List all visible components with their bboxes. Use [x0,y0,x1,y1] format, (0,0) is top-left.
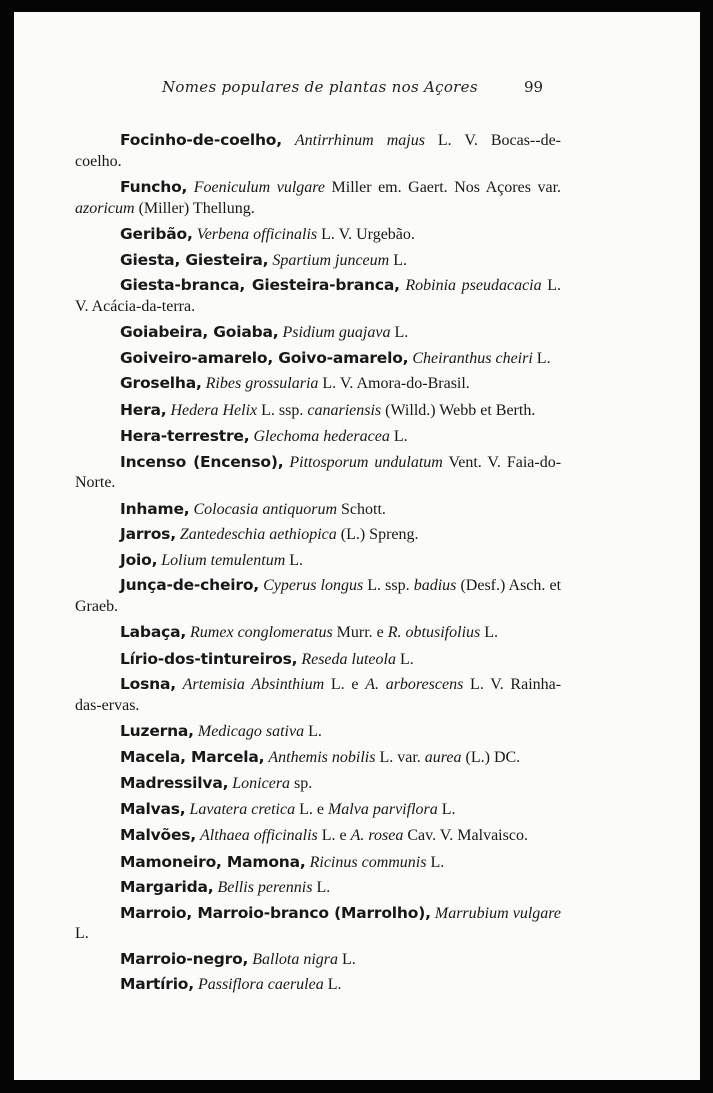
authority-text: L. [393,251,407,269]
species-name-secondary: badius [413,577,457,594]
list-item [75,974,561,996]
common-name: Hera-terrestre, [120,427,250,445]
list-item [75,499,561,521]
plant-name-list [75,130,561,1000]
authority-text: Murr. e [336,624,384,641]
common-name: Groselha, [120,374,202,392]
authority-text-secondary: (Miller) Thellung. [138,199,255,217]
list-item [75,250,561,272]
authority-text: L. e [330,676,359,693]
authority-text-secondary: L. V. Rainha-das-ervas. [75,676,562,714]
common-name: Luzerna, [120,722,194,740]
common-name: Giesta, Giesteira, [120,250,269,269]
species-name: Pittosporum undulatum [289,453,443,471]
species-name: Foeniculum vulgare [193,179,326,196]
list-item [75,348,561,370]
list-item [75,524,561,546]
common-name: Joio, [120,550,158,569]
authority-text: L. [399,650,414,668]
common-name: Macela, Marcela, [120,747,265,766]
list-item [75,747,561,769]
common-name: Focinho-de-coelho, [120,131,282,149]
authority-text: L. var. [379,748,421,766]
species-name: Colocasia antiquorum [193,500,338,518]
list-item [75,373,561,395]
authority-text: Vent. V. Faia-do-Norte. [75,453,562,491]
species-name: Verbena officinalis [196,226,318,243]
species-name: Anthemis nobilis [268,748,376,766]
species-name: Spartium junceum [272,251,390,269]
list-item [75,649,561,671]
list-item [75,773,561,795]
authority-text: L. ssp. [261,401,304,419]
common-name: Jarros, [120,525,176,543]
species-name: Ballota nigra [252,950,339,968]
authority-text: L. [393,428,408,445]
authority-text-secondary: (Willd.) Webb et Berth. [385,401,536,419]
common-name: Inhame, [120,499,190,518]
list-item [75,130,561,172]
authority-text: L. V. Urgebão. [321,226,415,243]
list-item [75,322,561,344]
common-name: Losna, [120,675,176,693]
species-name: Glechoma hederacea [253,428,390,445]
species-name-secondary: R. obtusifolius [387,624,481,641]
species-name: Medicago sativa [197,723,305,740]
common-name: Malvões, [120,826,196,844]
common-name: Malvas, [120,799,186,818]
list-item [75,550,561,572]
authority-text: Schott. [341,500,386,518]
list-item [75,674,561,716]
common-name: Hera, [120,400,167,419]
species-name-secondary: azoricum [75,199,135,217]
authority-text: L. [394,324,409,341]
species-name-secondary: A. rosea [350,827,404,844]
species-name: Rumex conglomeratus [190,624,333,641]
list-item [75,799,561,821]
species-name: Lavatera cretica [189,800,296,818]
authority-text: L. V. Amora-do-Brasil. [322,375,470,392]
species-name: Reseda luteola [301,650,396,668]
list-item [75,224,561,246]
species-name: Cheiranthus cheiri [412,349,533,367]
authority-text: L. V. Acácia-da-terra. [75,277,562,315]
authority-text: L. [536,349,551,367]
authority-text: L. [75,925,89,942]
authority-text-secondary: Cav. V. Malvaisco. [407,827,528,844]
authority-text: L. e [321,827,347,844]
authority-text: L. [289,551,304,569]
common-name: Goiveiro-amarelo, Goivo-amarelo, [120,348,409,367]
species-name: Psidium guajava [282,324,391,341]
common-name: Margarida, [120,878,214,896]
species-name: Lolium temulentum [161,551,286,569]
authority-text: L. [430,853,445,871]
species-name: Robinia pseudacacia [405,277,542,294]
species-name-secondary: aurea [424,748,462,766]
list-item [75,825,561,847]
common-name: Madressilva, [120,774,229,792]
common-name: Mamoneiro, Mamona, [120,852,306,871]
species-name: Zantedeschia aethiopica [179,526,337,543]
common-name: Goiabeira, Goiaba, [120,323,279,341]
species-name-secondary: Malva parviflora [327,800,438,818]
list-item [75,575,561,617]
list-item [75,622,561,644]
common-name: Martírio, [120,975,194,993]
common-name: Giesta-branca, Giesteira-branca, [120,276,400,294]
list-item [75,877,561,899]
species-name: Passiflora caerulea [197,976,324,993]
species-name: Antirrhinum majus [294,132,425,149]
page-number: 99 [524,78,544,96]
species-name: Marrubium vulgare [434,904,561,922]
common-name: Lírio-dos-tintureiros, [120,649,298,668]
species-name: Hedera Helix [170,401,258,419]
common-name: Junça-de-cheiro, [120,576,259,594]
species-name: Althaea officinalis [199,827,318,844]
list-item [75,852,561,874]
species-name: Ricinus communis [309,853,427,871]
common-name: Labaça, [120,623,187,641]
species-name: Cyperus longus [263,577,364,594]
authority-text: L. e [299,800,324,818]
authority-text: L. V. Bocas--de-coelho. [75,132,562,170]
authority-text: L. ssp. [367,577,410,594]
running-header [14,78,700,102]
authority-text: (L.) Spreng. [340,526,419,543]
common-name: Incenso (Encenso), [120,452,284,471]
book-page [14,12,700,1080]
running-title: Nomes populares de plantas nos Açores [162,78,478,96]
list-item [75,426,561,448]
authority-text: L. [308,723,322,740]
authority-text-secondary: L. [441,800,456,818]
species-name-secondary: A. arborescens [365,676,464,693]
list-item [75,949,561,971]
list-item [75,903,561,945]
species-name: Ribes grossularia [205,375,319,392]
authority-text-secondary: (L.) DC. [465,748,521,766]
list-item [75,275,561,317]
list-item [75,721,561,743]
species-name: Bellis perennis [217,879,313,896]
species-name-secondary: canariensis [307,401,382,419]
common-name: Geribão, [120,225,193,243]
authority-text: Miller em. Gaert. Nos Açores var. [331,179,562,196]
species-name: Artemisia Absinthium [182,676,325,693]
authority-text-secondary: (Desf.) Asch. et Graeb. [75,577,562,615]
authority-text: L. [316,879,331,896]
list-item [75,400,561,422]
authority-text-secondary: L. [484,624,499,641]
list-item [75,452,561,494]
authority-text: L. [327,976,342,993]
authority-text: sp. [294,775,313,792]
common-name: Marroio-negro, [120,949,249,968]
species-name: Lonicera [232,775,291,792]
authority-text: L. [342,950,356,968]
common-name: Funcho, [120,178,188,196]
common-name: Marroio, Marroio-branco (Marrolho), [120,903,431,922]
list-item [75,177,561,219]
